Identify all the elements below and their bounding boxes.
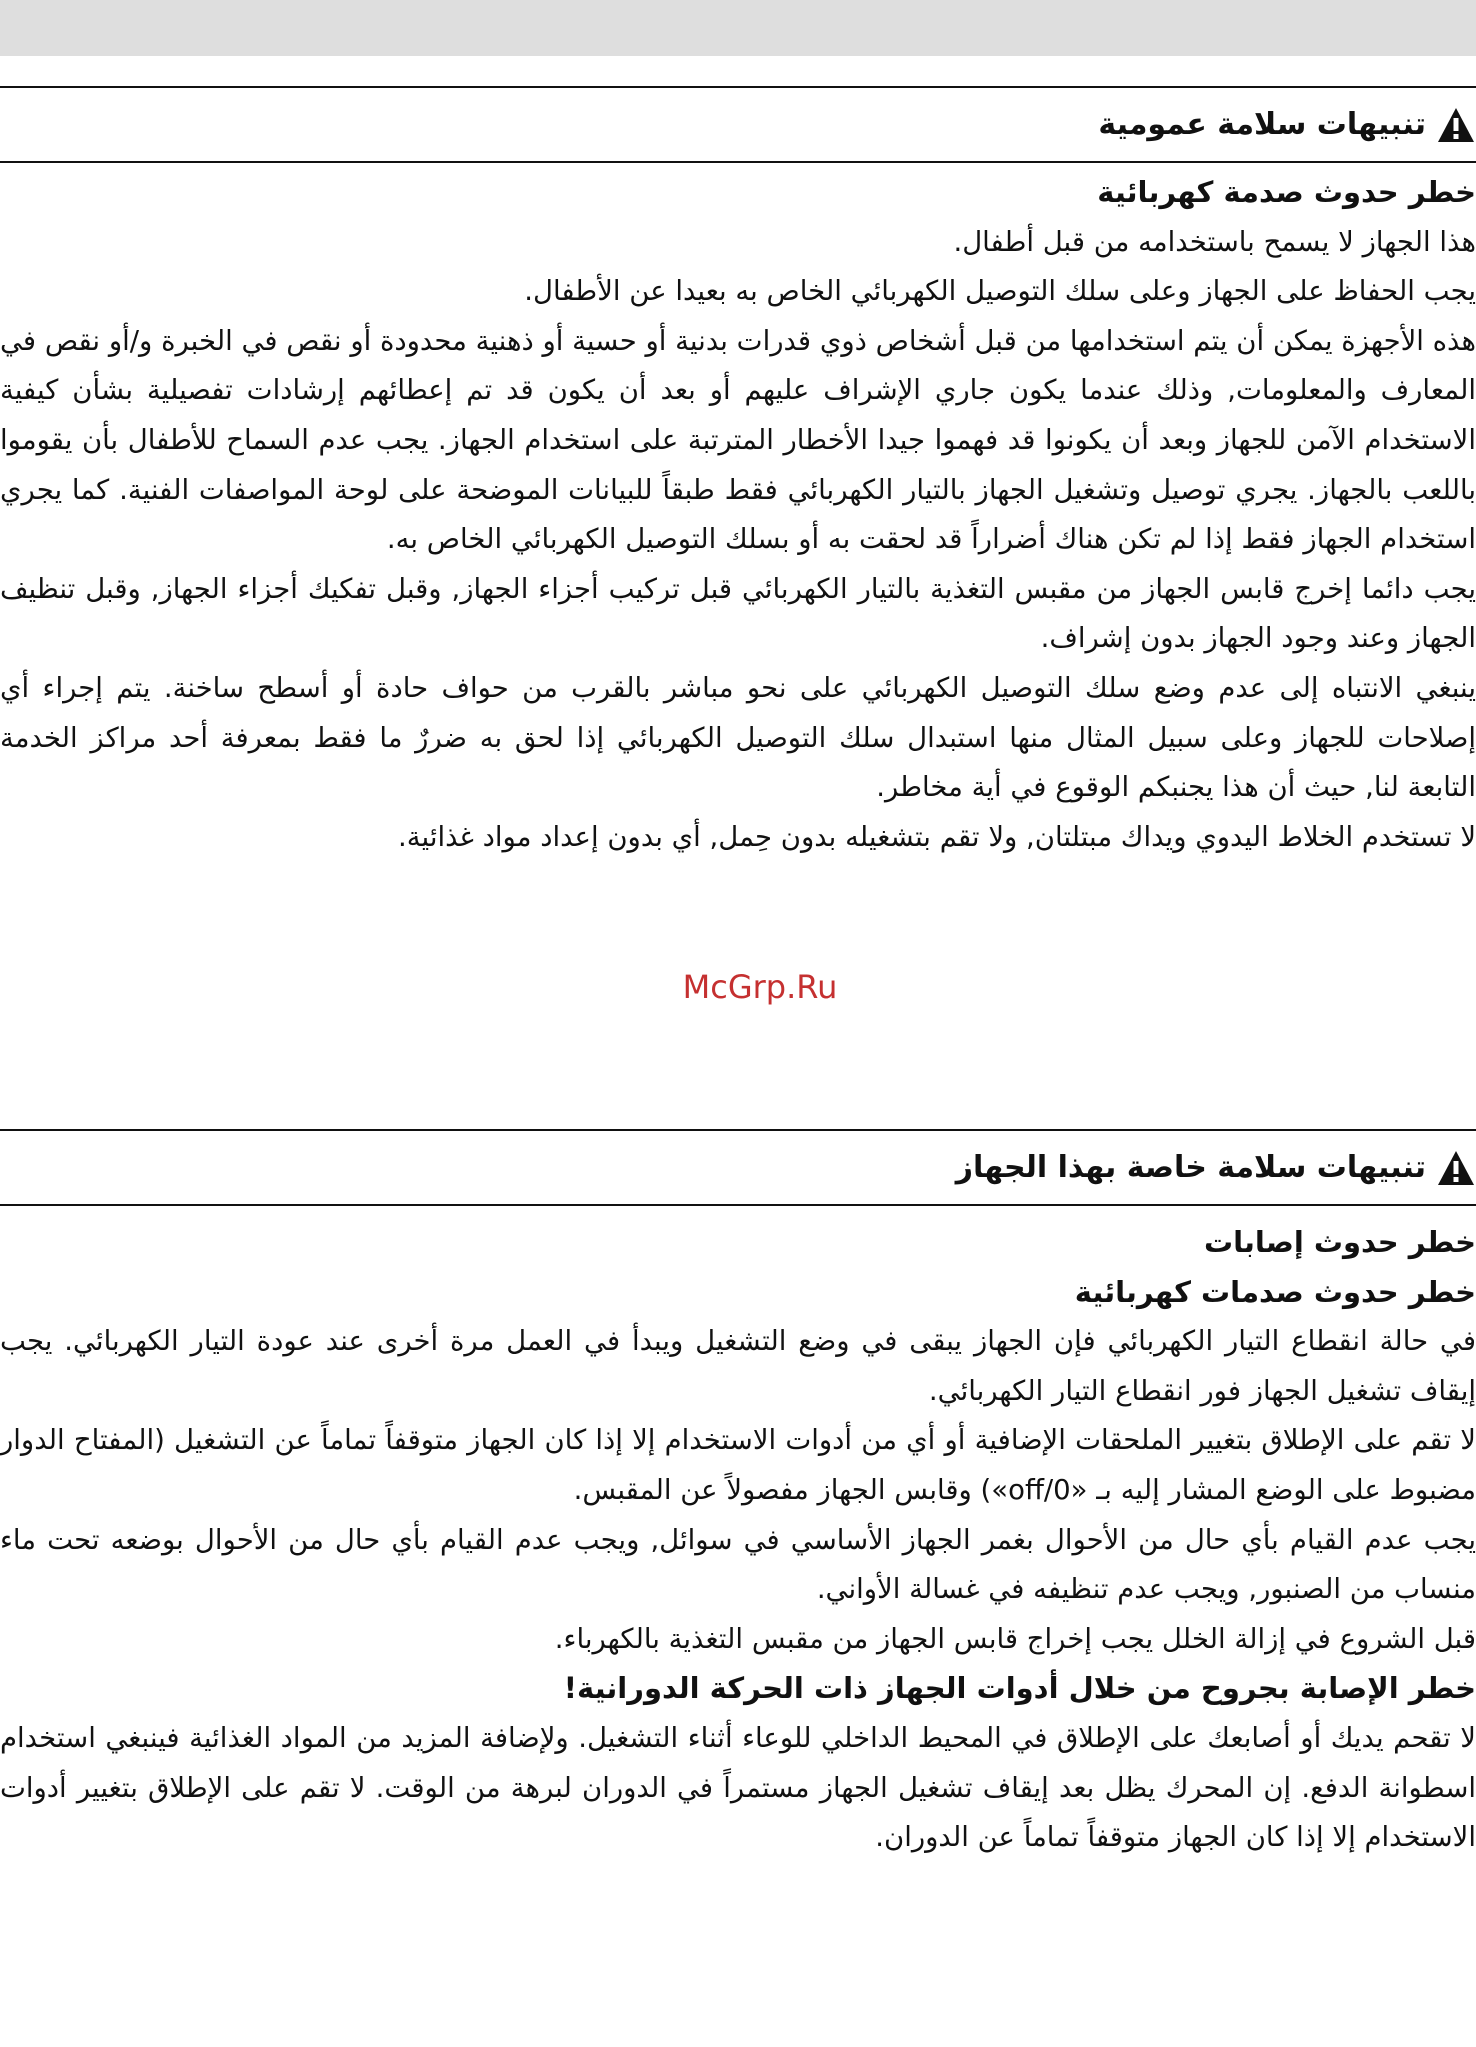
section2-content	[0, 1218, 1476, 1863]
warning-triangle-icon	[1436, 106, 1476, 144]
paragraph: يجب دائما إخرج قابس الجهاز من مقبس التغذية بالتيار الكهربائي قبل تركيب أجزاء الجهاز, وقبل تفكيك أجزاء الجهاز, وقبل تنظيف الجهاز وعند وجود الجهاز بدون إشراف.	[0, 572, 1476, 655]
paragraph: يجب عدم القيام بأي حال من الأحوال بغمر الجهاز الأساسي في سوائل, ويجب عدم القيام بأي حال من الأحوال بوضعه تحت ماء منساب من الصنبور, ويجب عدم تنظيفه في غسالة الأواني.	[0, 1523, 1476, 1606]
paragraph: في حالة انقطاع التيار الكهربائي فإن الجهاز يبقى في وضع التشغيل ويبدأ في العمل مرة أخرى عند عودة التيار الكهربائي. يجب إيقاف تشغيل الجهاز فور انقطاع التيار الكهربائي.	[0, 1325, 1476, 1407]
warning-triangle-icon	[1436, 1149, 1476, 1187]
paragraph: قبل الشروع في إزالة الخلل يجب إخراج قابس الجهاز من مقبس التغذية بالكهرباء.	[554, 1622, 1476, 1655]
warning-heading: خطر حدوث صدمة كهربائية	[1097, 175, 1476, 209]
paragraph: هذه الأجهزة يمكن أن يتم استخدامها من قبل أشخاص ذوي قدرات بدنية أو حسية أو ذهنية محدودة أو نقص في الخبرة و/أو نقص في المعارف والمعلومات, وذلك عندما يكون جاري الإشراف عليهم أو بعد أن يكون قد تم إعطائهم إرشادات تفصيلية بشأن كيفية الاستخدام الآمن للجهاز وبعد أن يكونوا قد فهموا جيدا الأخطار المترتبة على استخدام الجهاز. يجب عدم السماح للأطفال بأن يقوموا باللعب بالجهاز. يجري توصيل وتشغيل الجهاز بالتيار الكهربائي فقط طبقاً للبيانات الموضحة على لوحة المواصفات الفنية. كما يجري استخدام الجهاز فقط إذا لم تكن هناك أضراراً قد لحقت به أو بسلك التوصيل الكهربائي الخاص به.	[0, 324, 1476, 556]
section1-title-text: تنبيهات سلامة عمومية	[1098, 107, 1426, 142]
paragraph: يجب الحفاظ على الجهاز وعلى سلك التوصيل الكهربائي الخاص به بعيدا عن الأطفال.	[524, 275, 1476, 308]
top-gray-band	[0, 0, 1476, 56]
paragraph: ينبغي الانتباه إلى عدم وضع سلك التوصيل الكهربائي على نحو مباشر بالقرب من حواف حادة أو أسطح ساخنة. يتم إجراء أي إصلاحات للجهاز وعلى سبيل المثال منها استبدال سلك التوصيل الكهربائي إذا لحق به ضررٌ ما فقط بمعرفة أحد مراكز الخدمة التابعة لنا, حيث أن هذا يجنبكم الوقوع في أية مخاطر.	[0, 671, 1476, 804]
section-header-general-safety	[0, 86, 1476, 163]
warning-heading: خطر حدوث إصابات	[1204, 1225, 1476, 1259]
paragraph: لا تقم على الإطلاق بتغيير الملحقات الإضافية أو أي من أدوات الاستخدام إلا إذا كان الجهاز متوقفاً تماماً عن التشغيل (المفتاح الدوار مضبوط على الوضع المشار إليه بـ «off/0») وقابس الجهاز مفصولاً عن المقبس.	[0, 1424, 1476, 1506]
section2-title-text: تنبيهات سلامة خاصة بهذا الجهاز	[955, 1150, 1426, 1185]
section-title-general	[1098, 88, 1476, 161]
paragraph: لا تستخدم الخلاط اليدوي ويداك مبتلتان, ولا تقم بتشغيله بدون حِمل, أي بدون إعداد مواد غذائية.	[398, 820, 1476, 853]
section1-content	[0, 168, 1476, 862]
section-title-device	[956, 1131, 1476, 1204]
paragraph: هذا الجهاز لا يسمح باستخدامه من قبل أطفال.	[953, 225, 1476, 258]
section-header-device-safety	[0, 1129, 1476, 1206]
warning-heading: خطر حدوث صدمات كهربائية	[1074, 1274, 1476, 1309]
paragraph: لا تقحم يديك أو أصابعك على الإطلاق في المحيط الداخلي للوعاء أثناء التشغيل. ولإضافة المزيد من المواد الغذائية فينبغي استخدام اسطوانة الدفع. إن المحرك يظل بعد إيقاف تشغيل الجهاز مستمراً في الدوران لبرهة من الوقت. لا تقم على الإطلاق بتغيير أدوات الاستخدام إلا إذا كان الجهاز متوقفاً تماماً عن الدوران.	[0, 1721, 1476, 1854]
warning-heading: خطر الإصابة بجروح من خلال أدوات الجهاز ذات الحركة الدورانية!	[563, 1671, 1476, 1706]
watermark: McGrp.Ru	[682, 968, 838, 1006]
